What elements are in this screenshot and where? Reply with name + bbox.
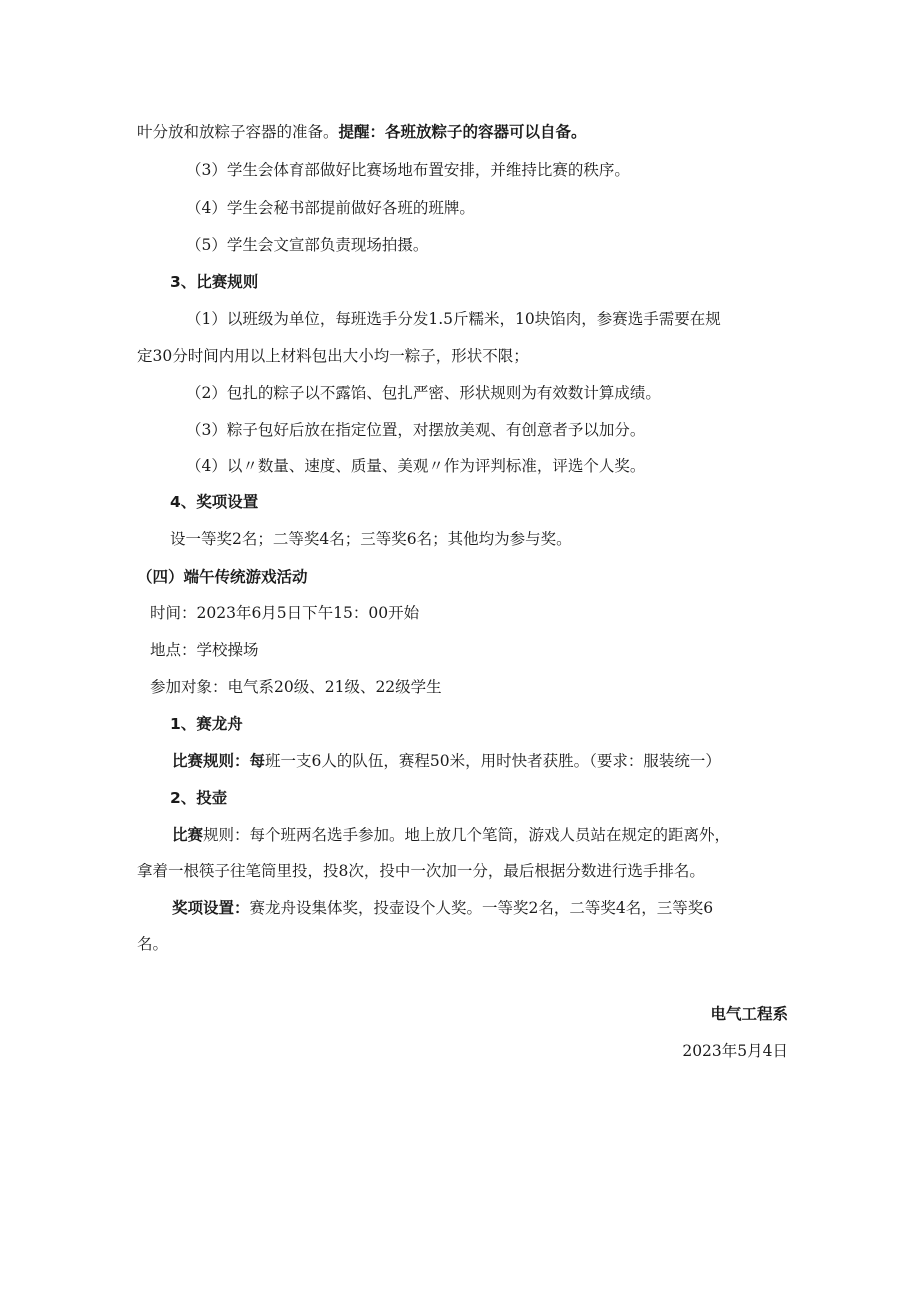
dragon-boat-heading: 1、赛龙舟 — [170, 715, 243, 733]
rule-4: （4）以〃数量、速度、质量、美观〃作为评判标准，评选个人奖。 — [186, 457, 646, 475]
pot-rule-label: 比赛 — [172, 826, 204, 844]
rule-1-line-2: 定30分时间内用以上材料包出大小均一粽子，形状不限； — [137, 347, 529, 365]
paragraph-continuation — [137, 122, 587, 142]
section-4-heading: （四）端午传统游戏活动 — [137, 568, 308, 586]
awards-text: 设一等奖2名；二等奖4名；三等奖6名；其他均为参与奖。 — [170, 530, 572, 548]
place-line: 地点：学校操场 — [150, 641, 259, 659]
signature-date: 2023年5月4日 — [682, 1042, 788, 1060]
dragon-boat-rule — [172, 751, 721, 771]
pot-rule-line-1 — [172, 825, 730, 845]
rule-2: （2）包扎的粽子以不露馅、包扎严密、形状规则为有效数计算成绩。 — [186, 384, 661, 402]
dragon-rule-label: 比赛规则：每 — [172, 752, 266, 770]
pot-throwing-heading: 2、投壶 — [170, 789, 228, 807]
game-awards-line-1 — [172, 898, 713, 918]
pot-rule-text: 规则：每个班两名选手参加。地上放几个笔筒，游戏人员站在规定的距离外， — [203, 826, 731, 844]
list-item-4: （4）学生会秘书部提前做好各班的班牌。 — [186, 199, 475, 217]
game-awards-text: 赛龙舟设集体奖，投壶设个人奖。一等奖2名，二等奖4名，三等奖6 — [249, 899, 714, 917]
game-awards-line-2: 名。 — [137, 935, 169, 953]
list-item-3: （3）学生会体育部做好比赛场地布置安排，并维持比赛的秩序。 — [186, 161, 630, 179]
awards-heading: 4、奖项设置 — [170, 493, 259, 511]
rule-3: （3）粽子包好后放在指定位置，对摆放美观、有创意者予以加分。 — [186, 421, 646, 439]
rules-heading: 3、比赛规则 — [170, 273, 259, 291]
game-awards-label: 奖项设置： — [172, 899, 250, 917]
participants-line: 参加对象：电气系20级、21级、22级学生 — [150, 678, 442, 696]
signature-organization: 电气工程系 — [710, 1005, 788, 1023]
rule-1-line-1: （1）以班级为单位，每班选手分发1.5斤糯米，10块馅肉，参赛选手需要在规 — [186, 310, 721, 328]
dragon-rule-text: 班一支6人的队伍，赛程50米，用时快者获胜。（要求：服装统一） — [265, 752, 721, 770]
time-line: 时间：2023年6月5日下午15：00开始 — [150, 604, 420, 622]
list-item-5: （5）学生会文宣部负责现场拍摄。 — [186, 236, 429, 254]
reminder-text: 提醒：各班放粽子的容器可以自备。 — [338, 123, 587, 141]
pot-rule-line-2: 拿着一根筷子往笔筒里投，投8次，投中一次加一分，最后根据分数进行选手排名。 — [137, 862, 705, 880]
text-normal: 叶分放和放粽子容器的准备。 — [137, 123, 339, 141]
